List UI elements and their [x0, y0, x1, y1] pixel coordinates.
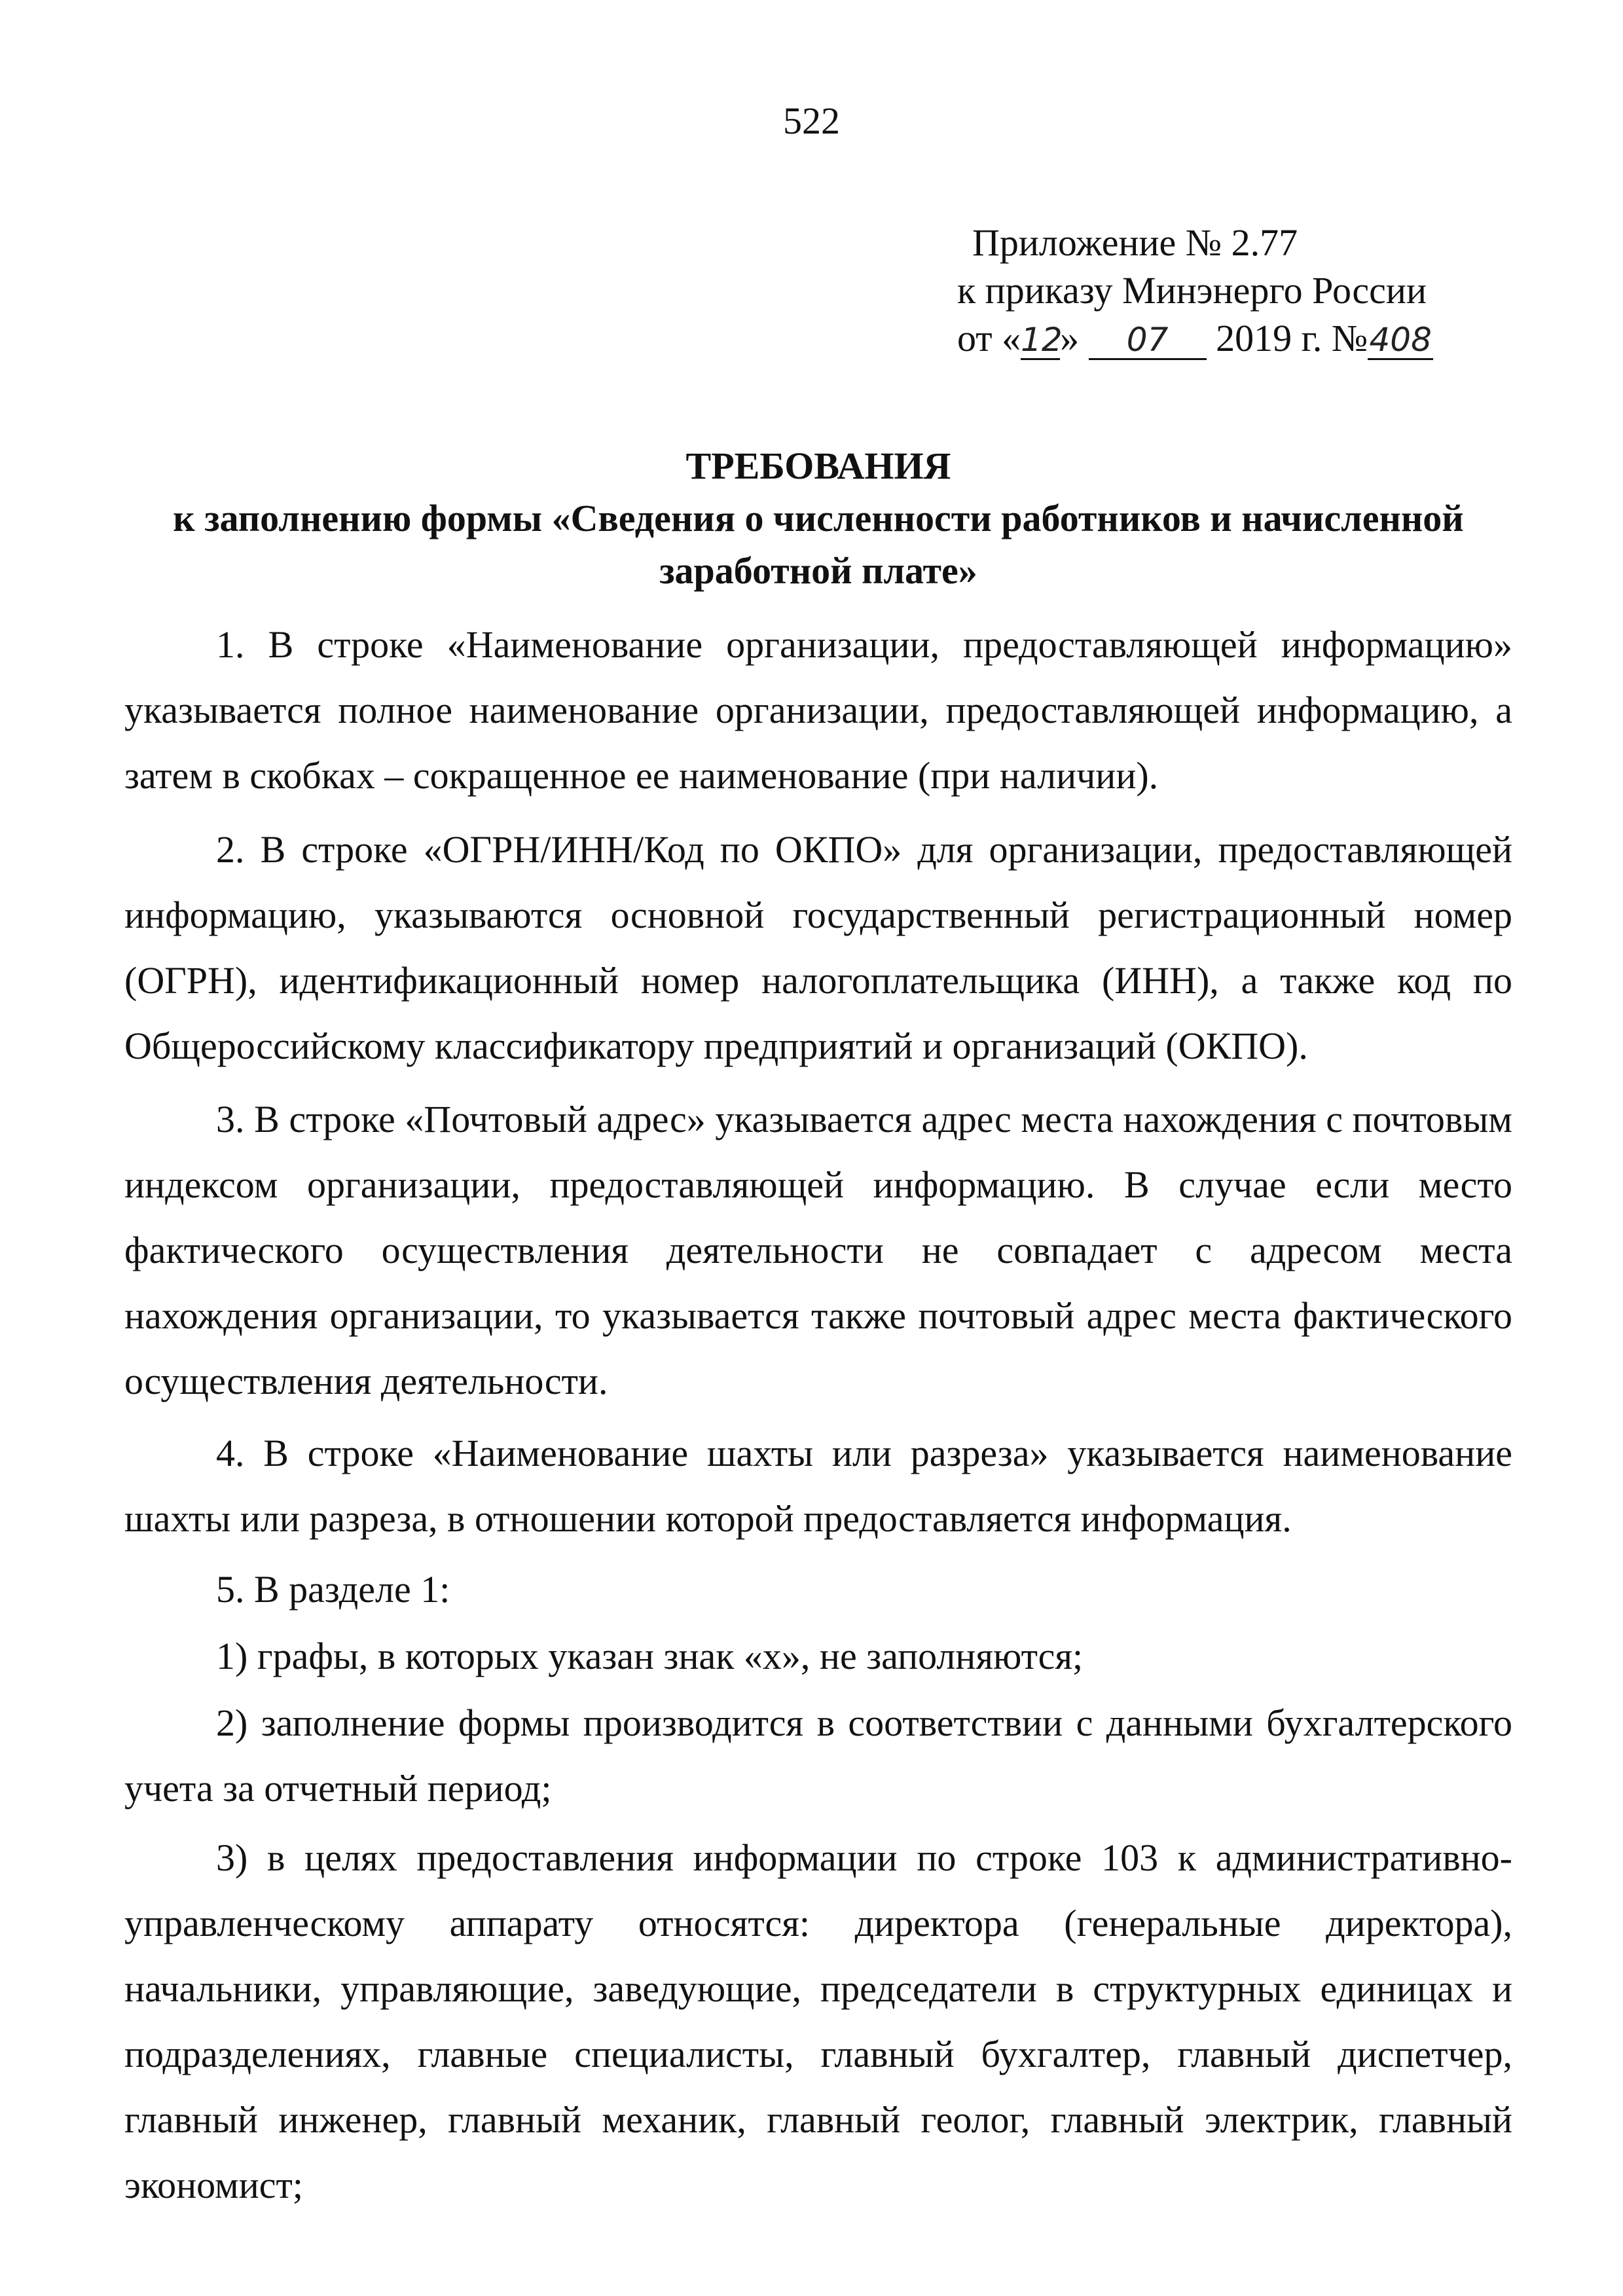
list-item-2: 2) заполнение формы производится в соответствии с данными бухгалтерского учета за отчетный период; — [124, 1702, 1512, 1810]
paragraph-3: 3. В строке «Почтовый адрес» указывается адрес места нахождения с почтовым индексом организации, предоставляющей информацию. В случае если место фактического осуществления деятельности не совпадает с адресом места нахождения организации, то указывается также почтовый адрес места фактического осуществления деятельности. — [124, 1098, 1512, 1402]
paragraph-2: 2. В строке «ОГРН/ИНН/Код по ОКПО» для организации, предоставляющей информацию, указываются основной государственный регистрационный номер (ОГРН), идентификационный номер налогоплательщика (ИНН), а также код по Общероссийскому классификатору предприятий и организаций (ОКПО). — [124, 828, 1512, 1067]
appendix-order-ref: к приказу Минэнерго России — [957, 269, 1427, 312]
handwritten-order-number: 408 — [1368, 321, 1433, 360]
document-title: ТРЕБОВАНИЯ — [685, 445, 951, 487]
list-item-1: 1) графы, в которых указан знак «х», не заполняются; — [216, 1635, 1084, 1677]
paragraph-1: 1. В строке «Наименование организации, предоставляющей информацию» указывается полное наименование организации, предоставляющей информацию, а затем в скобках – сокращенное ее наименование (при наличии). — [124, 623, 1512, 797]
list-item-3: 3) в целях предоставления информации по строке 103 к административно-управленческому аппарату относятся: директора (генеральные директора), начальники, управляющие, заведующие, председатели в структурных единицах и подразделениях, главные специалисты, главный бухгалтер, главный диспетчер, главный инженер, главный механик, главный геолог, главный электрик, главный экономист; — [124, 1836, 1512, 2206]
paragraph-5: 5. В разделе 1: — [216, 1568, 450, 1611]
date-prefix: от « — [957, 317, 1021, 359]
date-mid: » — [1060, 317, 1080, 359]
appendix-date-line — [957, 315, 1546, 362]
document-subtitle: к заполнению формы «Сведения о численности работников и начисленной заработной плате» — [173, 497, 1464, 592]
handwritten-month: 07 — [1089, 321, 1207, 360]
page-number: 522 — [783, 100, 840, 142]
date-year-number: 2019 г. № — [1216, 317, 1368, 359]
appendix-title: Приложение № 2.77 — [972, 221, 1298, 264]
paragraph-4: 4. В строке «Наименование шахты или разреза» указывается наименование шахты или разреза, в отношении которой предоставляется информация. — [124, 1432, 1512, 1540]
handwritten-day: 12 — [1021, 321, 1063, 359]
